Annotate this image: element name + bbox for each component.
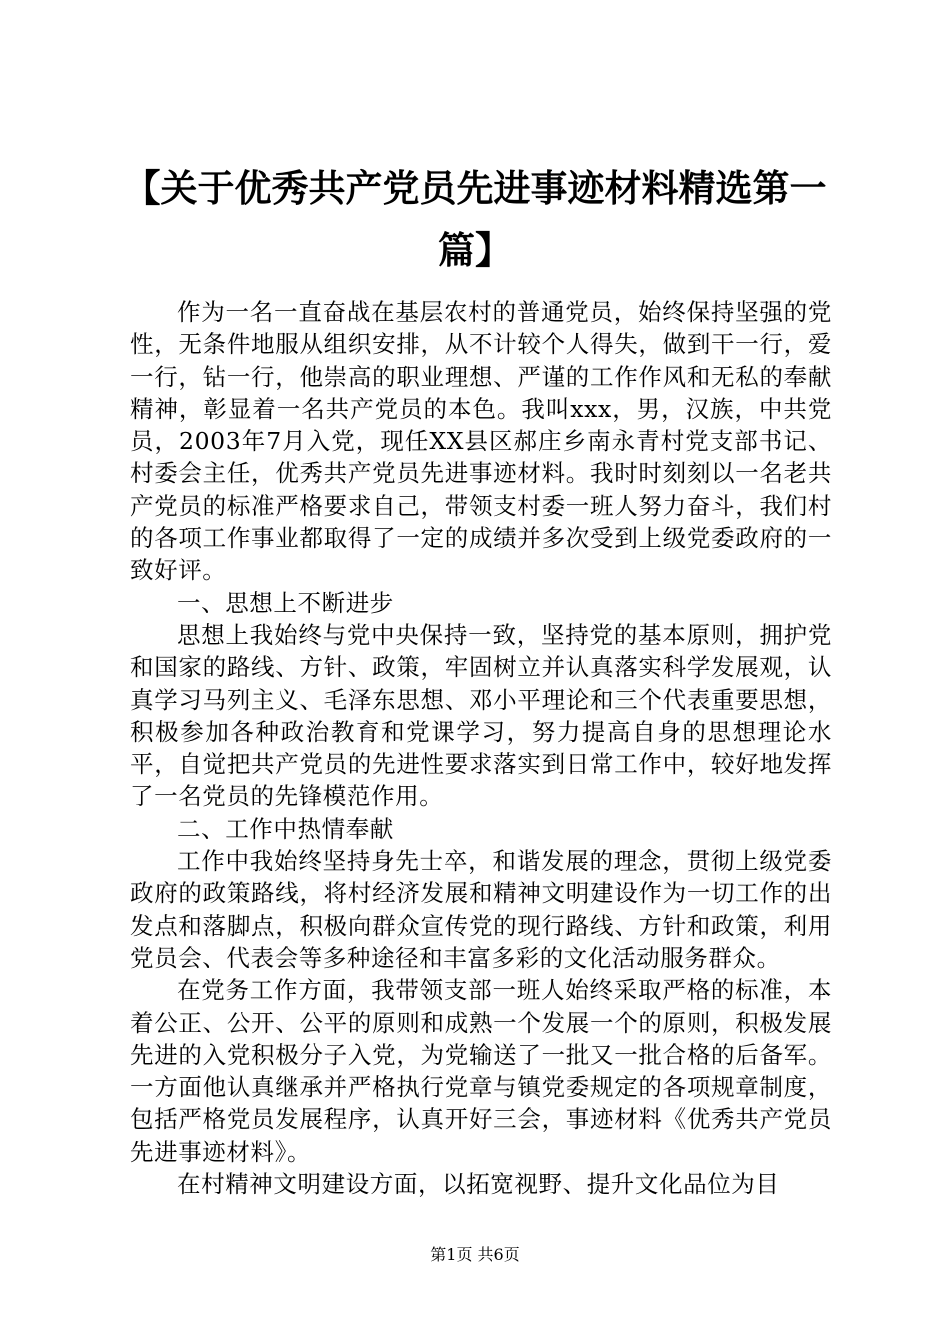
page-footer: 第1页 共6页 — [430, 1245, 520, 1264]
document-body — [130, 296, 832, 1200]
section-heading-1: 一、思想上不断进步 — [177, 588, 394, 617]
paragraph-party-affairs: 在党务工作方面，我带领支部一班人始终采取严格的标准，本着公正、公开、公平的原则和成熟一个发展一个的原则，积极发展先进的入党积极分子入党，为党输送了一批又一批合格的后备军。一方面他认真继承并严格执行党章与镇党委规定的各项规章制度，包括严格党员发展程序，认真开好三会，事迹材料《优秀共产党员先进事迹材料》。 — [130, 976, 832, 1166]
paragraph-work: 工作中我始终坚持身先士卒，和谐发展的理念，贯彻上级党委政府的政策路线，将村经济发展和精神文明建设作为一切工作的出发点和落脚点，积极向群众宣传党的现行路线、方针和政策，利用党员会、代表会等多种途径和丰富多彩的文化活动服务群众。 — [130, 847, 832, 972]
document-title: 【关于优秀共产党员先进事迹材料精选第一篇】 — [123, 167, 827, 272]
paragraph-ideology: 思想上我始终与党中央保持一致，坚持党的基本原则，拥护党和国家的路线、方针、政策，牢固树立并认真落实科学发展观，认真学习马列主义、毛泽东思想、邓小平理论和三个代表重要思想，积极参加各种政治教育和党课学习，努力提高自身的思想理论水平，自觉把共产党员的先进性要求落实到日常工作中，较好地发挥了一名党员的先锋模范作用。 — [130, 620, 832, 811]
paragraph-civilization: 在村精神文明建设方面，以拓宽视野、提升文化品位为目 — [177, 1170, 780, 1199]
paragraph-intro: 作为一名一直奋战在基层农村的普通党员，始终保持坚强的党性，无条件地服从组织安排，从不计较个人得失，做到干一行，爱一行，钻一行，他崇高的职业理想、严谨的工作作风和无私的奉献精神，彰显着一名共产党员的本色。我叫xxx，男，汉族，中共党员，2003年7月入党，现任XX县区郝庄乡南永青村党支部书记、村委会主任，优秀共产党员先进事迹材料。我时时刻刻以一名老共产党员的标准严格要求自己，带领支村委一班人努力奋斗，我们村的各项工作事业都取得了一定的成绩并多次受到上级党委政府的一致好评。 — [130, 298, 832, 585]
section-heading-2: 二、工作中热情奉献 — [177, 814, 394, 843]
